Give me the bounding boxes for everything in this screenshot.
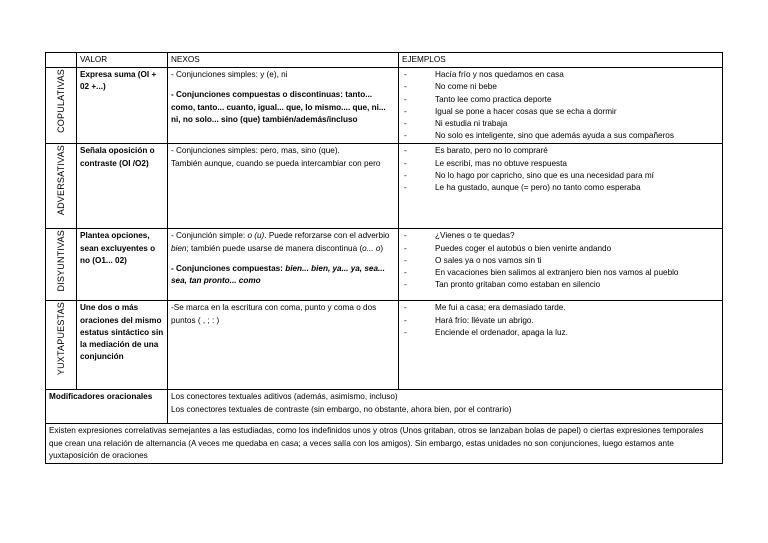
nexos-compound: - Conjunciones compuestas: bien... bien, ya... ya, sea... sea, tan pronto... como: [171, 263, 385, 286]
row-modificadores: [46, 390, 723, 424]
header-nexos: NEXOS: [168, 53, 399, 68]
nexos-cell: [168, 68, 399, 144]
nexos-cell: -Se marca en la escritura con coma, punto y coma o dos puntos ( , ; : ): [168, 301, 399, 390]
header-ejemplos: EJEMPLOS: [399, 53, 723, 68]
example-item: - Tan pronto gritaban como estaban en silencio: [402, 279, 719, 291]
example-item: - Me fui a casa; era demasiado tarde.: [402, 302, 719, 314]
nexos-cell: [168, 144, 399, 229]
row-copulativas: [46, 68, 723, 144]
modifiers-cell: [168, 390, 723, 424]
example-item: - Hacía frío y nos quedamos en casa: [402, 69, 719, 81]
category-cell: [46, 68, 77, 144]
nexos-simple: - Conjunción simple: o (u). Puede reforzarse con el adverbio bien; también puede usarse de manera discontinua (o... o): [171, 231, 390, 253]
example-item: - Hará frío: llévate un abrigo.: [402, 315, 719, 327]
value-cell: Une dos o más oraciones del mismo estatus sintáctico sin la mediación de una conjunción: [77, 301, 168, 390]
row-adversativas: [46, 144, 723, 229]
nexos-simple: - Conjunciones simples: pero, mas, sino (que).: [171, 146, 340, 156]
example-item: - No come ni bebe: [402, 81, 719, 93]
header-row: [46, 53, 723, 68]
nexos-compound: - Conjunciones compuestas o discontinuas: tanto... como, tanto... cuanto, igual... que, lo mismo.... que, ni... ni, no solo... sino (que) también/además/incluso: [171, 90, 386, 124]
note-cell: Existen expresiones correlativas semejantes a las estudiadas, como los indefinidos unos y otros (Unos gritaban, otros se lanzaban bolas de papel) o ciertas expresiones temporales que crean una relación de alternancia (A veces me quedaba en casa; a veces salía con los amigos). Sin embargo, estas unidades no son conjunciones, luego estamos ante yuxtaposición de oraciones: [46, 424, 723, 464]
header-blank: [46, 53, 77, 68]
header-valor: VALOR: [77, 53, 168, 68]
row-note: [46, 424, 723, 464]
examples-cell: [399, 229, 723, 301]
value-cell: Expresa suma (OI + 02 +...): [77, 68, 168, 144]
example-item: - Ni estudia ni trabaja: [402, 118, 719, 130]
row-yuxtapuestas: [46, 301, 723, 390]
example-item: - Es barato, pero no lo compraré: [402, 145, 719, 157]
category-label: DISYUNTIVAS: [55, 230, 66, 292]
example-item: - ¿Vienes o te quedas?: [402, 230, 719, 242]
category-label: YUXTAPUESTAS: [55, 302, 66, 376]
category-cell: [46, 144, 77, 229]
example-item: - O sales ya o nos vamos sin ti: [402, 255, 719, 267]
category-cell: [46, 301, 77, 390]
category-cell: [46, 229, 77, 301]
example-item: - No lo hago por capricho, sino que es una necesidad para mí: [402, 170, 719, 182]
example-item: - Puedes coger el autobús o bien venirte andando: [402, 243, 719, 255]
modifiers-title: Modificadores oracionales: [46, 390, 168, 424]
value-cell: Plantea opciones, sean excluyentes o no (O1... 02): [77, 229, 168, 301]
value-cell: Señala oposición o contraste (OI /O2): [77, 144, 168, 229]
document-page: [45, 52, 722, 464]
category-label: COPULATIVAS: [55, 69, 66, 134]
nexos-simple: - Conjunciones simples: y (e), ni: [171, 70, 288, 80]
modifiers-line: Los conectores textuales aditivos (además, asimismo, incluso): [171, 392, 398, 402]
category-label: ADVERSATIVAS: [55, 145, 66, 216]
example-item: - Enciende el ordenador, apaga la luz.: [402, 327, 719, 339]
examples-cell: [399, 301, 723, 390]
example-item: - En vacaciones bien salimos al extranjero bien nos vamos al pueblo: [402, 267, 719, 279]
examples-cell: [399, 144, 723, 229]
modifiers-line: Los conectores textuales de contraste (sin embargo, no obstante, ahora bien, por el contrario): [171, 404, 512, 414]
nexos-cell: [168, 229, 399, 301]
row-disyuntivas: [46, 229, 723, 301]
nexos-extra: También aunque, cuando se pueda intercambiar con pero: [171, 158, 381, 168]
conjunction-table: [45, 52, 723, 464]
example-item: - Le escribí, mas no obtuve respuesta: [402, 158, 719, 170]
example-item: - Tanto lee como practica deporte: [402, 94, 719, 106]
example-item: - Le ha gustado, aunque (= pero) no tanto como esperaba: [402, 182, 719, 194]
examples-cell: [399, 68, 723, 144]
example-item: - Igual se pone a hacer cosas que se echa a dormir: [402, 106, 719, 118]
example-item: - No solo es inteligente, sino que además ayuda a sus compañeros: [402, 130, 719, 142]
